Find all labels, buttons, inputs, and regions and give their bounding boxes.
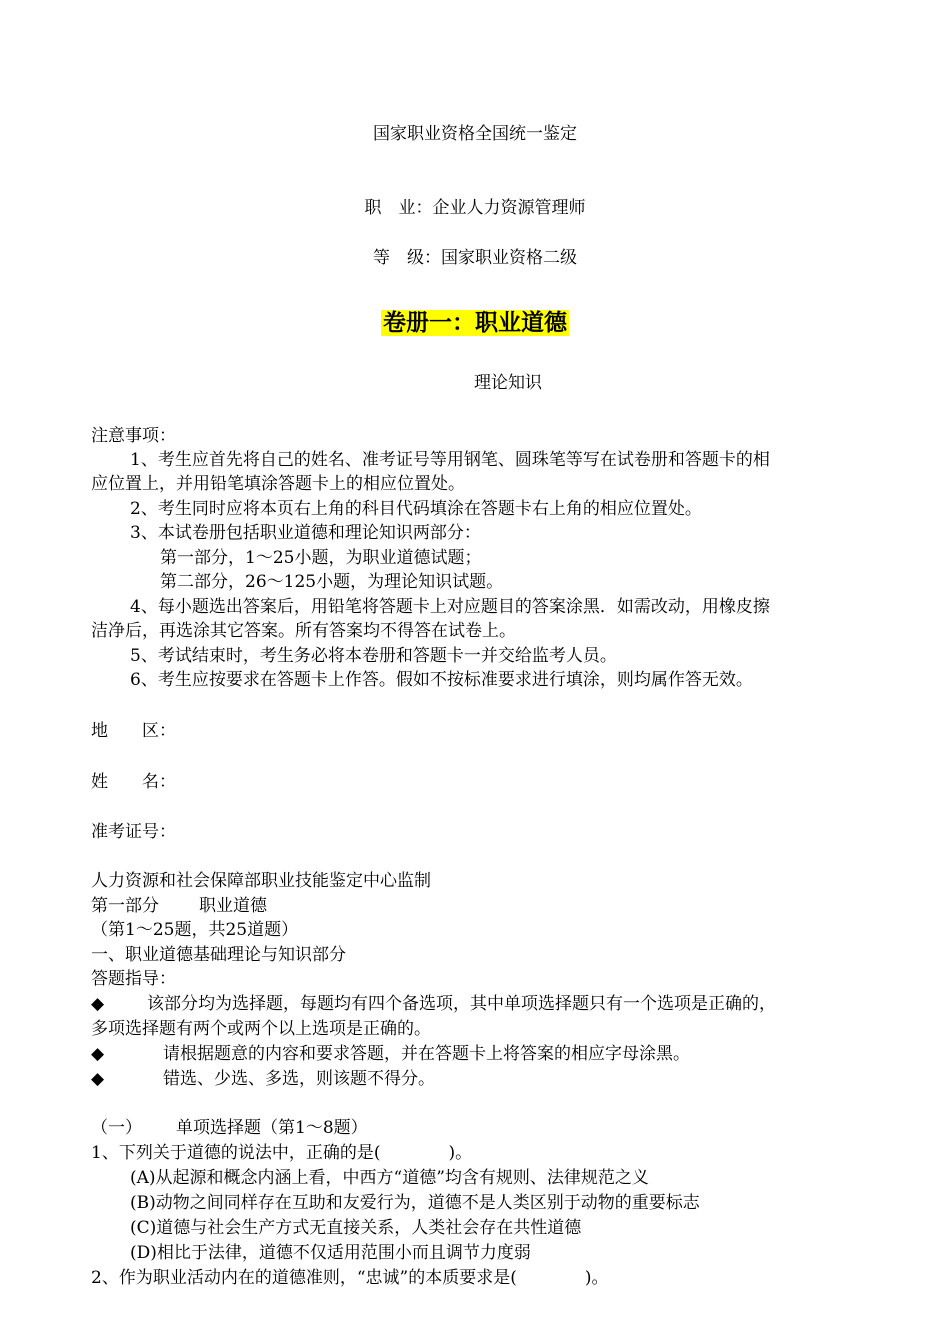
bullet-icon: ◆ <box>91 1069 105 1089</box>
question-2-stem: 2、作为职业活动内在的道德准则，“忠诚”的本质要求是( )。 <box>91 1268 609 1288</box>
guide-item-3 <box>91 1067 435 1091</box>
guide-3-text: 错选、少选、多选，则该题不得分。 <box>163 1069 435 1089</box>
region-label: 地 区： <box>91 721 176 741</box>
ticket-number-label: 准考证号： <box>91 822 176 842</box>
note-item-3: 3、本试卷册包括职业道德和理论知识两部分： <box>130 523 481 543</box>
guide-2-text: 请根据题意的内容和要求答题，并在答题卡上将答案的相应字母涂黑。 <box>163 1044 690 1064</box>
part1-heading <box>91 894 267 918</box>
guide-item-2 <box>91 1042 690 1066</box>
subsection-heading <box>91 1116 368 1140</box>
part1-label: 第一部分 <box>91 896 159 916</box>
question-1-stem: 1、下列关于道德的说法中，正确的是( )。 <box>91 1143 473 1163</box>
volume-title-wrap <box>0 308 950 340</box>
note-item-5: 5、考试结束时，考生务必将本卷册和答题卡一并交给监考人员。 <box>130 646 617 666</box>
note-item-6: 6、考生应按要求在答题卡上作答。假如不按标准要求进行填涂，则均属作答无效。 <box>130 670 753 690</box>
notes-heading: 注意事项： <box>91 426 176 446</box>
guide-1a-text: 该部分均为选择题，每题均有四个备选项，其中单项选择题只有一个选项是正确的， <box>147 994 776 1014</box>
question-1-option-d: (D)相比于法律，道德不仅适用范围小而且调节力度弱 <box>130 1243 531 1263</box>
part1-name: 职业道德 <box>199 896 267 916</box>
question-1-option-b: (B)动物之间同样存在互助和友爱行为，道德不是人类区别于动物的重要标志 <box>130 1193 700 1213</box>
bullet-icon: ◆ <box>91 1044 105 1064</box>
note-item-4a: 4、每小题选出答案后，用铅笔将答题卡上对应题目的答案涂黑．如需改动，用橡皮擦 <box>130 597 770 617</box>
note-item-3-part2: 第二部分，26～125小题，为理论知识试题。 <box>160 572 504 592</box>
note-item-1a: 1、考生应首先将自己的姓名、准考证号等用钢笔、圆珠笔等写在试卷册和答题卡的相 <box>130 450 770 470</box>
guide-heading: 答题指导： <box>91 969 176 989</box>
note-item-4b: 洁净后，再选涂其它答案。所有答案均不得答在试卷上。 <box>91 621 516 641</box>
guide-item-1a <box>91 992 776 1016</box>
exam-title: 国家职业资格全国统一鉴定 <box>373 124 577 144</box>
section-1-heading: 一、职业道德基础理论与知识部分 <box>91 945 346 965</box>
name-label: 姓 名： <box>91 772 176 792</box>
supervisor-line: 人力资源和社会保障部职业技能鉴定中心监制 <box>91 871 431 891</box>
part1-range: （第1～25题，共25道题） <box>91 920 299 940</box>
note-item-1b: 应位置上，并用铅笔填涂答题卡上的相应位置处。 <box>91 474 465 494</box>
volume-title: 卷册一：职业道德 <box>383 310 567 336</box>
note-item-3-part1: 第一部分，1～25小题，为职业道德试题； <box>160 548 482 568</box>
subtitle: 理论知识 <box>474 373 542 393</box>
level-line: 等 级：国家职业资格二级 <box>373 248 577 268</box>
occupation-line: 职 业：企业人力资源管理师 <box>364 198 586 218</box>
note-item-2: 2、考生同时应将本页右上角的科目代码填涂在答题卡右上角的相应位置处。 <box>130 499 702 519</box>
subsection-title: 单项选择题（第1～8题） <box>176 1118 368 1138</box>
guide-item-1b: 多项选择题有两个或两个以上选项是正确的。 <box>91 1019 431 1039</box>
question-1-option-c: (C)道德与社会生产方式无直接关系，人类社会存在共性道德 <box>130 1218 582 1238</box>
subsection-number: （一） <box>91 1118 142 1138</box>
question-1-option-a: (A)从起源和概念内涵上看，中西方“道德”均含有规则、法律规范之义 <box>130 1168 649 1188</box>
bullet-icon: ◆ <box>91 994 105 1014</box>
